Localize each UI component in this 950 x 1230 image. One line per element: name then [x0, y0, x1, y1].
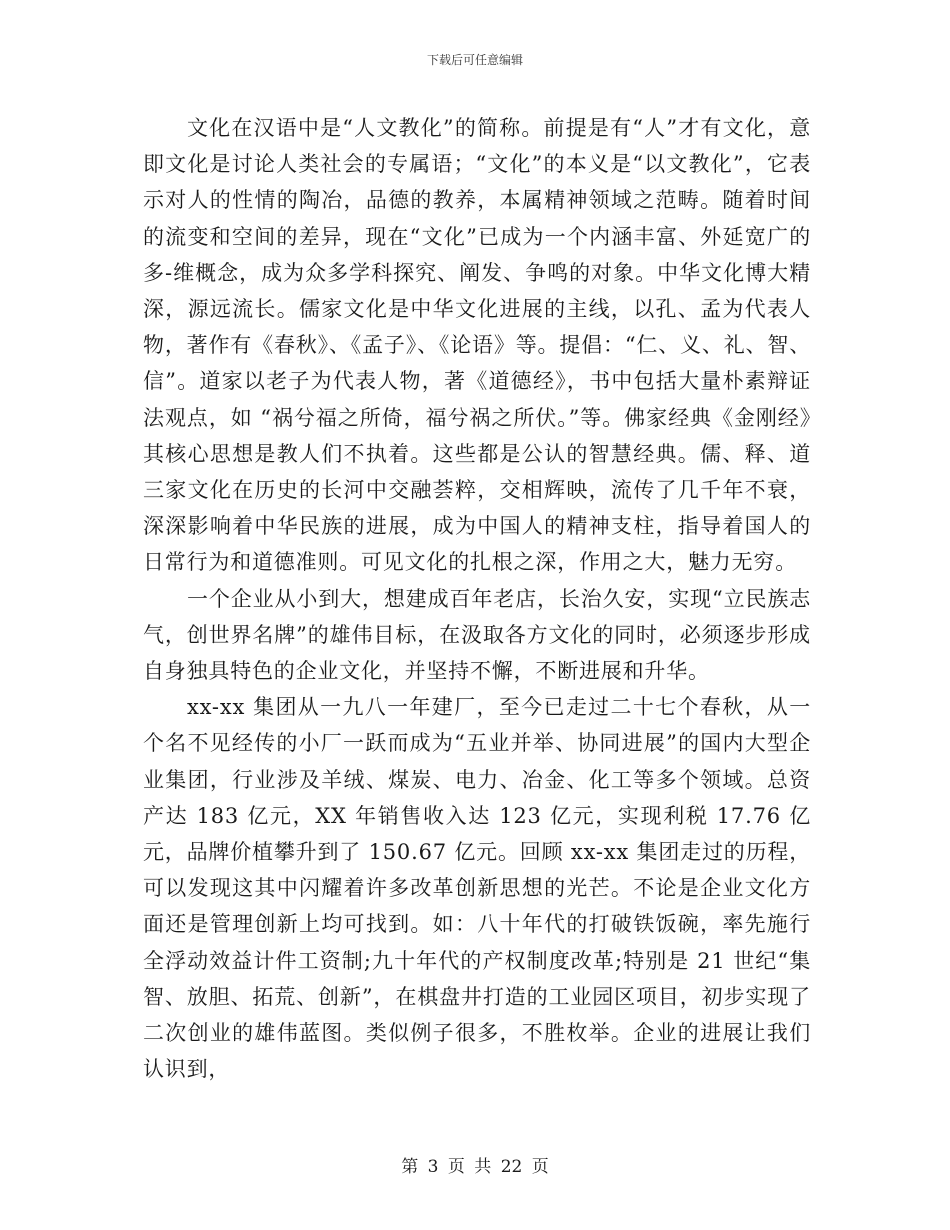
document-body: [143, 110, 811, 1087]
paragraph-culture-definition: 文化在汉语中是“人文教化”的简称。前提是有“人”才有文化，意即文化是讨论人类社会的专属语；“文化”的本义是“以文教化”，它表示对人的性情的陶冶，品德的教养，本属精神领域之范畴。随着时间的流变和空间的差异，现在“文化”已成为一个内涵丰富、外延宽广的多-维概念，成为众多学科探究、阐发、争鸣的对象。中华文化博大精深，源远流长。儒家文化是中华文化进展的主线，以孔、孟为代表人物，著作有《春秋》、《孟子》、《论语》等。提倡：“仁、义、礼、智、信”。道家以老子为代表人物，著《道德经》，书中包括大量朴素辩证法观点，如 “祸兮福之所倚，福兮祸之所伏。”等。佛家经典《金刚经》其核心思想是教人们不执着。这些都是公认的智慧经典。儒、释、道三家文化在历史的长河中交融荟粹，交相辉映，流传了几千年不衰，深深影响着中华民族的进展，成为中国人的精神支柱，指导着国人的日常行为和道德准则。可见文化的扎根之深，作用之大，魅力无穷。: [143, 116, 811, 575]
page-number: 第 3 页 共 22 页: [401, 1157, 549, 1177]
page-header-note: 下载后可任意编辑: [426, 53, 523, 67]
paragraph-enterprise-goal: 一个企业从小到大，想建成百年老店，长治久安，实现“立民族志气，创世界名牌”的雄伟目标，在汲取各方文化的同时，必须逐步形成自身独具特色的企业文化，并坚持不懈，不断进展和升华。: [143, 586, 811, 684]
paragraph-group-history: xx-xx 集团从一九八一年建厂，至今已走过二十七个春秋，从一个名不见经传的小厂一跃而成为“五业并举、协同进展”的国内大型企业集团，行业涉及羊绒、煤炭、电力、冶金、化工等多个领域。总资产达 183 亿元，XX 年销售收入达 123 亿元，实现利税 17.76 亿元，品牌价植攀升到了 150.67 亿元。回顾 xx-xx 集团走过的历程，可以发现这其中闪耀着许多改革创新思想的光芒。不论是企业文化方面还是管理创新上均可找到。如：八十年代的打破铁饭碗，率先施行全浮动效益计件工资制;九十年代的产权制度改革;特别是 21 世纪“集智、放胆、拓荒、创新”，在棋盘井打造的工业园区项目，初步实现了二次创业的雄伟蓝图。类似例子很多，不胜枚举。企业的进展让我们认识到，: [143, 695, 811, 1082]
